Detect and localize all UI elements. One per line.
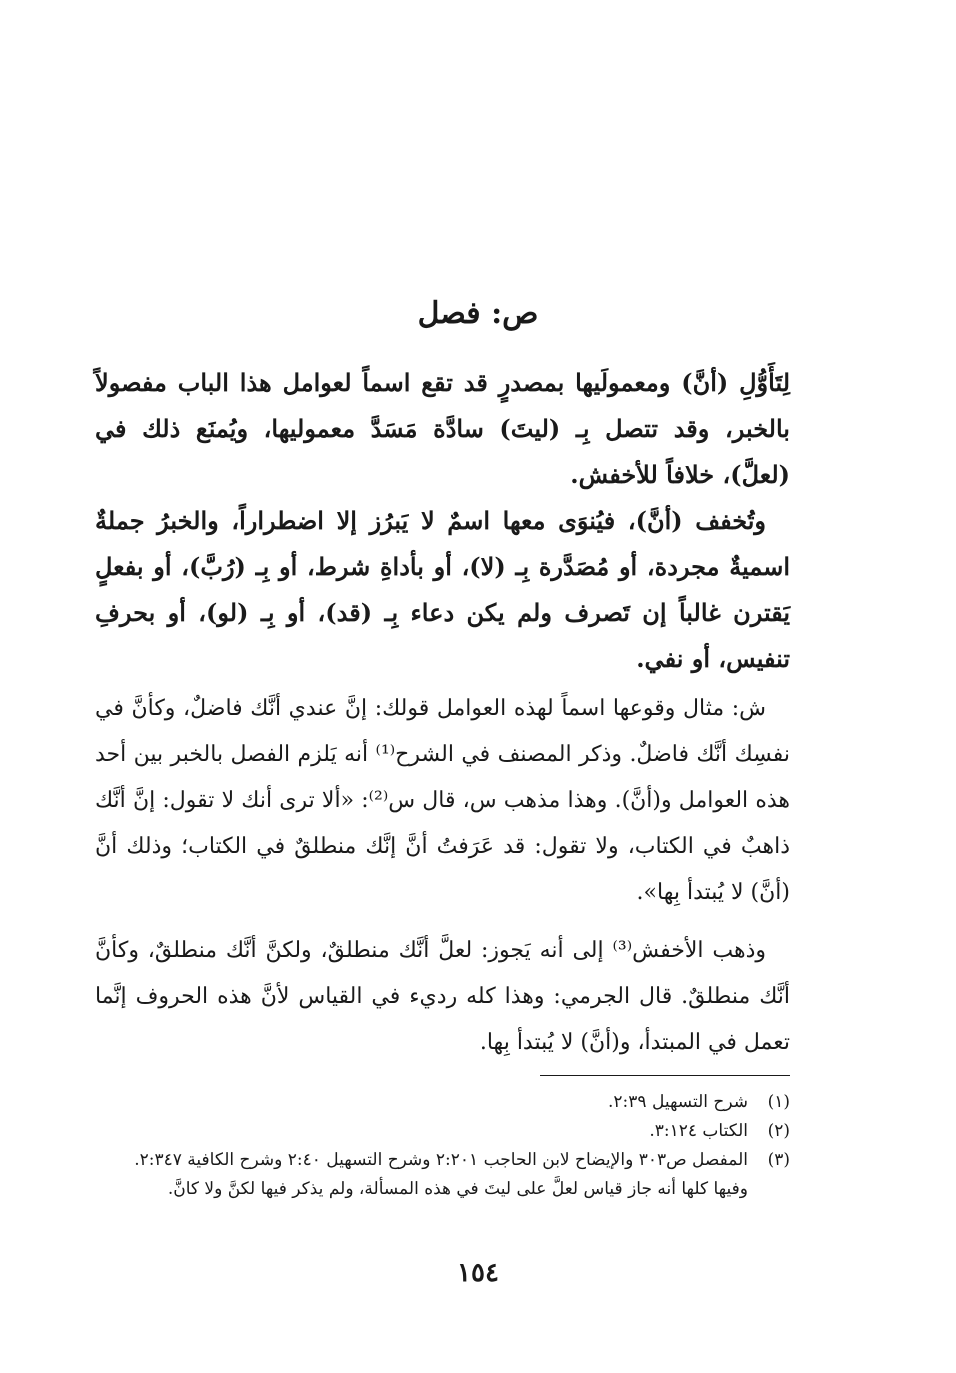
matn-paragraph-2: وتُخفف (أنَّ)، فيُنوَى معها اسمٌ لا يَبرُز إلا اضطراراً، والخبرُ جملةٌ اسميةٌ مجردة، أو مُصَدَّرة بِـ (لا)، أو بأداةِ شرط، أو بِـ (رُبَّ)، أو بفعلٍ يَقترن غالباً إن تَصرف ولم يكن دعاء بِـ (قد)، أو بِـ (لو)، أو بحرفِ تنفيس، أو نفي. xyxy=(95,506,790,673)
footnote xyxy=(95,1117,790,1146)
footnote xyxy=(95,1088,790,1117)
footnote-text: شرح التسهيل ٢:٣٩. xyxy=(608,1092,748,1112)
commentary-paragraph-1: ش: مثال وقوعها اسماً لهذه العوامل قولك: إنَّ عندي أنَّك فاضلٌ، وكأنَّ في نفسِك أنَّك فاضلٌ. وذكر المصنف في الشرح⁽¹⁾ أنه يَلزم الفصل بالخبر بين أحد هذه العوامل و(أنَّ). وهذا مذهب س، قال س⁽²⁾: «ألا ترى أنك لا تقول: إنَّ أنَّك ذاهبٌ في الكتاب، ولا تقول: قد عَرَفتُ أنَّ إنَّك منطلقٌ في الكتاب؛ وذلك أنَّ (أنَّ) لا يُبتدأ بِها». xyxy=(95,696,791,905)
matn-paragraph-1: لِتَأَوُّلِ (أنَّ) ومعمولَيها بمصدرٍ قد تقع اسماً لعوامل هذا الباب مفصولاً بالخبر، وقد تتصل بِـ (ليتَ) سادَّة مَسَدَّ معموليها، ويُمنَع ذلك في (لعلَّ)، خلافاً للأخفش. xyxy=(95,368,791,489)
footnotes xyxy=(95,1088,790,1204)
commentary-text xyxy=(95,686,790,1066)
footnote xyxy=(95,1146,790,1204)
footnote-separator xyxy=(540,1075,790,1076)
matn-text xyxy=(95,360,790,682)
footnote-number: (٢) xyxy=(767,1121,790,1141)
footnote-text: الكتاب ٣:١٢٤. xyxy=(649,1121,748,1141)
commentary-paragraph-2: وذهب الأخفش⁽³⁾ إلى أنه يَجوز: لعلَّ أنَّك منطلقٌ، ولكنَّ أنَّك منطلقٌ، وكأنَّ أنَّك منطلقٌ. قال الجرمي: وهذا كله رديء في القياس لأنَّ هذه الحروف إنَّما تعمل في المبتدأ، و(أنَّ) لا يُبتدأ بِها. xyxy=(95,938,790,1055)
footnote-number: (٣) xyxy=(767,1150,790,1170)
page-number: ١٥٤ xyxy=(457,1258,499,1288)
footnote-number: (١) xyxy=(767,1092,790,1112)
footnote-text: المفصل ص٣٠٣ والإيضاح لابن الحاجب ٢:٢٠١ وشرح التسهيل ٢:٤٠ وشرح الكافية ٢:٣٤٧. وفيها كلها أنه جاز قياس لعلَّ على ليتَ في هذه المسألة، ولم يذكر فيها لكنَّ ولا كانَّ. xyxy=(134,1150,748,1199)
section-heading: ص: فصل xyxy=(417,296,539,331)
